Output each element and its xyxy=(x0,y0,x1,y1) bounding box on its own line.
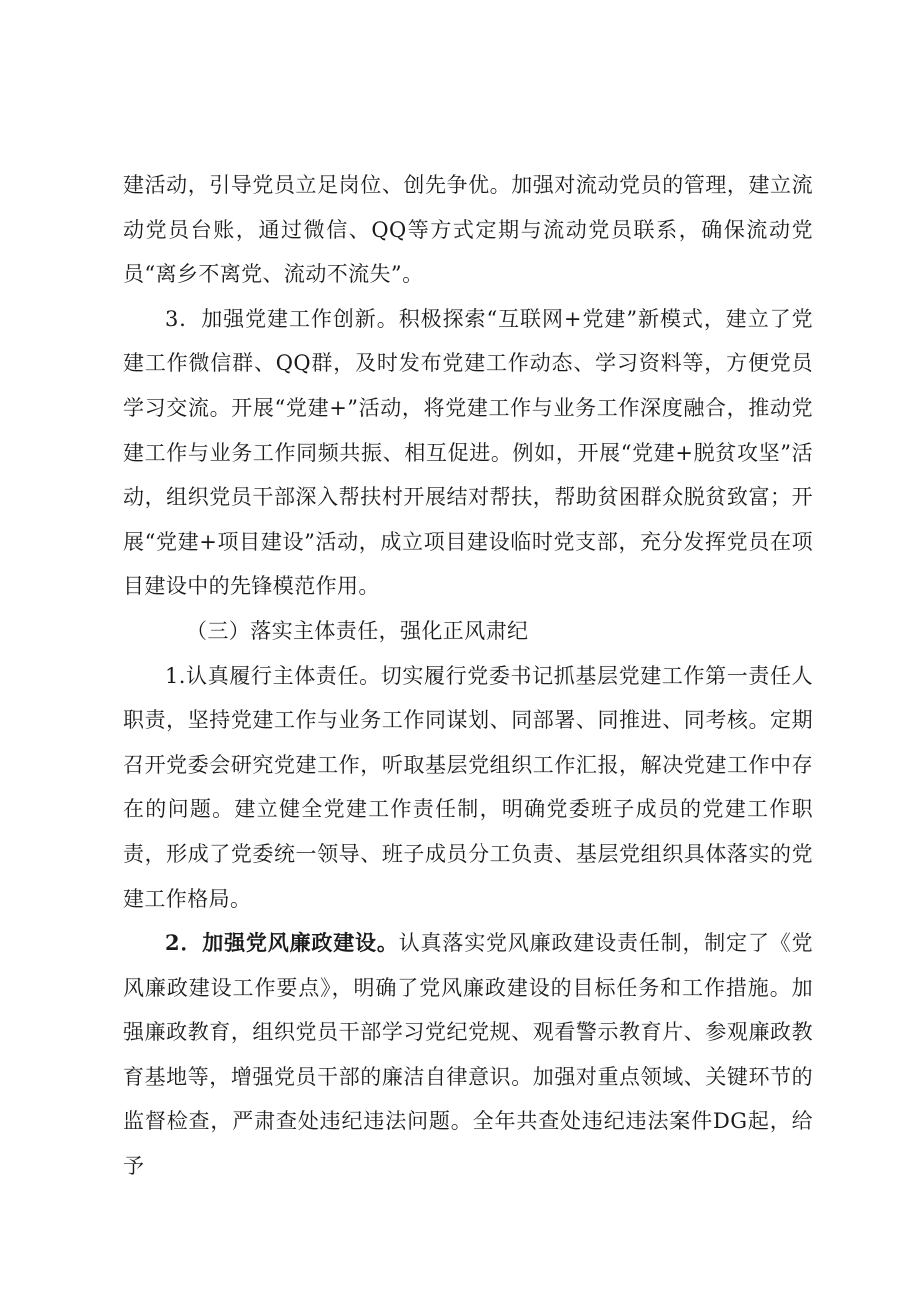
section-heading xyxy=(123,609,813,654)
document-body xyxy=(123,163,813,1189)
paragraph-text: 建活动，引导党员立足岗位、创先争优。加强对流动党员的管理，建立流动党员台账，通过微信、QQ等方式定期与流动党员联系，确保流动党员“离乡不离党、流动不流失”。 xyxy=(123,173,813,287)
paragraph-item-3 xyxy=(123,297,813,609)
item-lead: 1.认真履行主体责任。 xyxy=(165,663,381,688)
paragraph-item-1 xyxy=(123,654,813,922)
paragraph-item-2 xyxy=(123,921,813,1189)
paragraph-continuation xyxy=(123,163,813,297)
paragraph-text: 积极探索“互联网+党建”新模式，建立了党建工作微信群、QQ群，及时发布党建工作动态、学习资料等，方便党员学习交流。开展“党建+”活动，将党建工作与业务工作深度融合，推动党建工作与业务工作同频共振、相互促进。例如，开展“党建+脱贫攻坚”活动，组织党员干部深入帮扶村开展结对帮扶，帮助贫困群众脱贫致富；开展“党建+项目建设”活动，成立项目建设临时党支部，充分发挥党员在项目建设中的先锋模范作用。 xyxy=(123,306,813,599)
heading-text: （三）落实主体责任，强化正风肃纪 xyxy=(186,618,529,643)
paragraph-text: 认真落实党风廉政建设责任制，制定了《党风廉政建设工作要点》，明确了党风廉政建设的目标任务和工作措施。加强廉政教育，组织党员干部学习党纪党规、观看警示教育片、参观廉政教育基地等，增强党员干部的廉洁自律意识。加强对重点领域、关键环节的监督检查，严肃查处违纪违法问题。全年共查处违纪违法案件DG起，给予 xyxy=(123,931,813,1179)
item-lead-bold: 2．加强党风廉政建设。 xyxy=(165,930,399,956)
paragraph-text: 切实履行党委书记抓基层党建工作第一责任人职责，坚持党建工作与业务工作同谋划、同部署、同推进、同考核。定期召开党委会研究党建工作，听取基层党组织工作汇报，解决党建工作中存在的问题。建立健全党建工作责任制，明确党委班子成员的党建工作职责，形成了党委统一领导、班子成员分工负责、基层党组织具体落实的党建工作格局。 xyxy=(123,663,814,911)
item-lead: 3．加强党建工作创新。 xyxy=(165,306,399,331)
